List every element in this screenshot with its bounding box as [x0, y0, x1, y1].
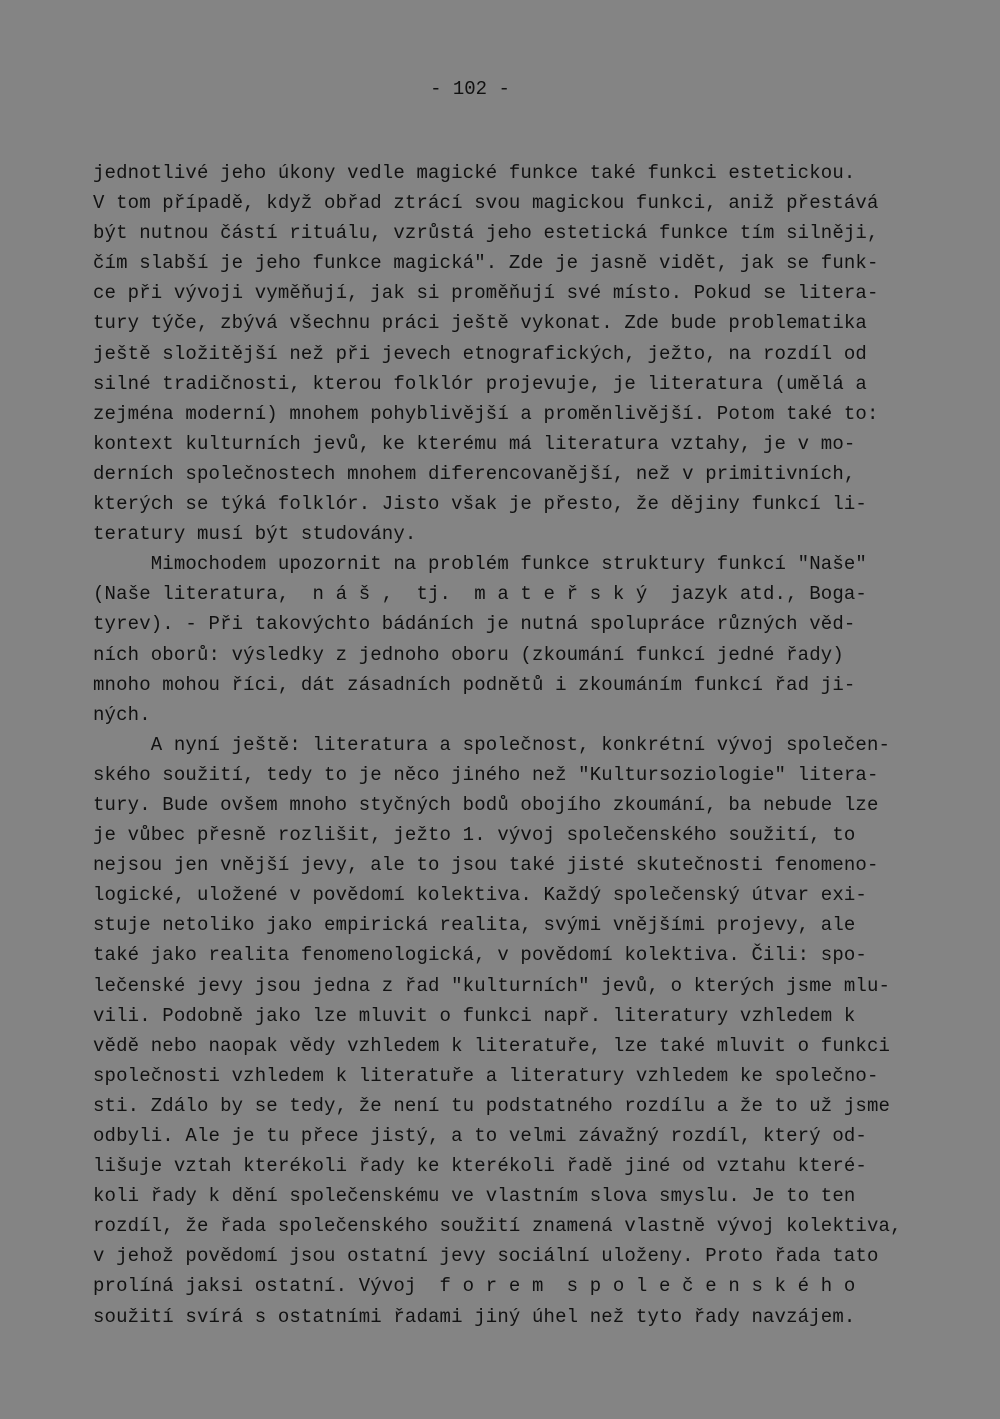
text-line: nejsou jen vnější jevy, ale to jsou také jisté skutečnosti fenomeno- [93, 854, 879, 877]
text-line: odbyli. Ale je tu přece jistý, a to velmi závažný rozdíl, který od- [93, 1125, 867, 1147]
text-line: vili. Podobně jako lze mluvit o funkci např. literatury vzhledem k [93, 1004, 856, 1027]
text-line: A nyní ještě: literatura a společnost, konkrétní vývoj společen- [93, 733, 891, 756]
text-line: stuje netoliko jako empirická realita, svými vnějšími projevy, ale [93, 914, 856, 937]
text-line: V tom případě, když obřad ztrácí svou magickou funkci, aniž přestává [93, 192, 879, 215]
text-line: v jehož povědomí jsou ostatní jevy sociální uloženy. Proto řada tato [93, 1245, 879, 1268]
text-line: být nutnou částí rituálu, vzrůstá jeho estetická funkce tím silněji, [93, 222, 879, 245]
text-line: lišuje vztah kterékoli řady ke kterékoli řadě jiné od vztahu které- [93, 1155, 867, 1178]
text-line: koli řady k dění společenskému ve vlastním slova smyslu. Je to ten [93, 1185, 856, 1208]
text-line: rozdíl, že řada společenského soužití znamená vlastně vývoj kolektiva, [93, 1215, 902, 1238]
text-line: kterých se týká folklór. Jisto však je přesto, že dějiny funkcí li- [93, 493, 867, 516]
text-line: ského soužití, tedy to je něco jiného než "Kultursoziologie" litera- [93, 763, 879, 786]
text-line: logické, uložené v povědomí kolektiva. Každý společenský útvar exi- [93, 884, 867, 907]
text-line: tyrev). - Při takovýchto bádáních je nutná spolupráce různých věd- [93, 613, 856, 636]
text-line: derních společnostech mnohem diferencovanější, než v primitivních, [93, 462, 856, 485]
body-text [93, 158, 933, 1332]
text-line: soužití svírá s ostatními řadami jiný úhel než tyto řady navzájem. [93, 1305, 856, 1328]
text-line: zejména moderní) mnohem pohyblivější a proměnlivější. Potom také to: [93, 402, 879, 425]
text-line: mnoho mohou říci, dát zásadních podnětů i zkoumáním funkcí řad ji- [93, 673, 856, 696]
text-line: čím slabší je jeho funkce magická". Zde je jasně vidět, jak se funk- [93, 252, 879, 275]
text-line: také jako realita fenomenologická, v povědomí kolektiva. Čili: spo- [93, 944, 867, 967]
text-line: je vůbec přesně rozlišit, ježto 1. vývoj společenského soužití, to [93, 824, 856, 847]
text-line: jednotlivé jeho úkony vedle magické funkce také funkci estetickou. [93, 162, 856, 184]
text-line: vědě nebo naopak vědy vzhledem k literatuře, lze také mluvit o funkci [93, 1034, 891, 1057]
text-line: prolíná jaksi ostatní. Vývoj f o r e m s p o l e č e n s k é h o [93, 1275, 856, 1298]
text-line: kontext kulturních jevů, ke kterému má literatura vztahy, je v mo- [93, 432, 856, 455]
text-line: silné tradičnosti, kterou folklór projevuje, je literatura (umělá a [93, 372, 867, 395]
text-line: společnosti vzhledem k literatuře a literatury vzhledem ke společno- [93, 1064, 879, 1087]
text-line: ce při vývoji vyměňují, jak si proměňují své místo. Pokud se litera- [93, 282, 879, 305]
text-line: ných. [93, 703, 151, 726]
text-line: tury. Bude ovšem mnoho styčných bodů obojího zkoumání, ba nebude lze [93, 793, 879, 816]
text-line: teratury musí být studovány. [93, 523, 417, 546]
text-line: ních oborů: výsledky z jednoho oboru (zkoumání funkcí jedné řady) [93, 643, 844, 666]
text-line: Mimochodem upozornit na problém funkce struktury funkcí "Naše" [93, 553, 867, 576]
page-number: - 102 - [430, 78, 510, 100]
text-line: tury týče, zbývá všechnu práci ještě vykonat. Zde bude problematika [93, 312, 867, 335]
text-line: ještě složitější než při jevech etnografických, ježto, na rozdíl od [93, 342, 867, 365]
text-line: (Naše literatura, n á š , tj. m a t e ř s k ý jazyk atd., Boga- [93, 583, 867, 606]
text-line: lečenské jevy jsou jedna z řad "kulturních" jevů, o kterých jsme mlu- [93, 974, 891, 997]
text-line: sti. Zdálo by se tedy, že není tu podstatného rozdílu a že to už jsme [93, 1094, 891, 1117]
